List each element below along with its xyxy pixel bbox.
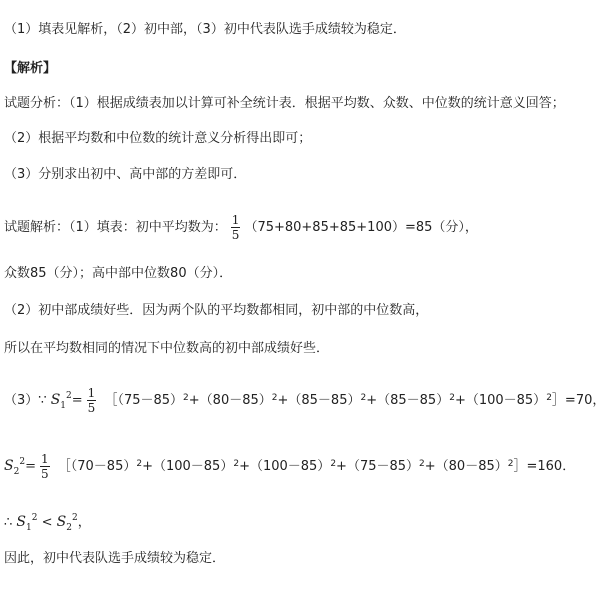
variance-letter: S: [56, 514, 67, 530]
fraction-one-fifth-2: [87, 386, 97, 415]
solution-line-1: [4, 208, 478, 248]
square: 2: [330, 459, 337, 469]
fraction-denominator: 5: [87, 401, 96, 415]
square: 2: [449, 393, 455, 403]
comparison-comma: ，: [77, 515, 91, 530]
conclusion-line: 因此，初中代表队选手成绩较为稳定．: [4, 551, 226, 566]
variance-subscript: 2: [66, 523, 72, 533]
term: +（85－85）: [366, 393, 450, 408]
square: 2: [360, 393, 367, 403]
term: +（100－85）: [239, 459, 331, 474]
square: 2: [136, 459, 143, 469]
term: +（75－85）: [336, 459, 420, 474]
term: ］=160．: [513, 459, 576, 474]
fraction-denominator: 5: [40, 467, 49, 481]
part3-label: （3）: [4, 393, 39, 408]
variance-superscript: 2: [31, 513, 38, 523]
variance-superscript: 2: [72, 513, 78, 523]
solution-line-3: （2）初中部成绩好些．因为两个队的平均数都相同，初中部的中位数高，: [4, 303, 429, 318]
fraction-denominator: 5: [231, 228, 240, 242]
fraction-numerator: 1: [231, 213, 240, 227]
analysis-line-3: （3）分别求出初中、高中部的方差即可．: [4, 167, 247, 182]
analysis-text-1: （1）根据成绩表加以计算可补全统计表．根据平均数、众数、中位数的统计意义回答；: [69, 96, 565, 111]
square: 2: [507, 459, 514, 469]
square: 2: [233, 459, 240, 469]
square: 2: [546, 393, 552, 403]
fraction-numerator: 1: [87, 386, 96, 400]
answer-summary: （1）填表见解析，（2）初中部，（3）初中代表队选手成绩较为稳定．: [4, 22, 406, 37]
fraction-one-fifth: [231, 213, 241, 242]
term: +（100－85）: [142, 459, 234, 474]
equals-sign: =: [25, 459, 36, 474]
square: 2: [271, 393, 278, 403]
fraction-one-fifth-3: [40, 452, 50, 481]
variance-s1-squared: [50, 391, 72, 411]
variance-expression-2: [58, 459, 575, 474]
comparison-line: [4, 506, 91, 540]
less-than-sign: <: [41, 515, 53, 530]
term: +（80－85）: [188, 393, 272, 408]
variance-superscript: 2: [66, 391, 72, 401]
variance-line-2: [4, 442, 575, 492]
solution-text-1-suffix: （75+80+85+85+100）=85（分），: [244, 220, 478, 235]
section-title: 【解析】: [4, 61, 57, 76]
analysis-line-2: （2）根据平均数和中位数的统计意义分析得出即可；: [4, 131, 312, 146]
variance-s2-squared: [4, 457, 26, 477]
variance-subscript: 2: [13, 467, 20, 477]
variance-expression-1: [104, 393, 605, 408]
equals-sign: =: [71, 393, 83, 408]
solution-label: 试题解析：: [4, 220, 70, 235]
analysis-line-1: [4, 96, 565, 112]
variance-letter: S: [50, 392, 61, 408]
square: 2: [183, 393, 189, 403]
comparison-s1-squared: [16, 513, 38, 533]
term: ］=70，: [551, 393, 606, 408]
term: ［（75－85）: [104, 393, 184, 408]
fraction-numerator: 1: [40, 452, 49, 466]
solution-line-2: 众数85（分）；高中部中位数80（分）．: [4, 266, 233, 281]
term: +（100－85）: [454, 393, 547, 408]
solution-line-4: 所以在平均数相同的情况下中位数高的初中部成绩好些．: [4, 341, 330, 356]
therefore-symbol: ∴: [4, 515, 13, 530]
because-symbol: ∵: [38, 393, 47, 408]
variance-letter: S: [16, 514, 27, 530]
term: ［（70－85）: [57, 459, 137, 474]
variance-superscript: 2: [19, 457, 26, 467]
term: +（80－85）: [424, 459, 508, 474]
term: +（85－85）: [277, 393, 361, 408]
square: 2: [419, 459, 425, 469]
solution-text-1: （1）填表：初中平均数为：: [69, 220, 227, 235]
variance-subscript: 1: [26, 523, 32, 533]
variance-line-1: [4, 376, 605, 426]
variance-letter: S: [4, 458, 14, 474]
analysis-label: 试题分析：: [4, 96, 70, 111]
variance-subscript: 1: [60, 401, 67, 411]
comparison-s2-squared: [56, 513, 78, 533]
